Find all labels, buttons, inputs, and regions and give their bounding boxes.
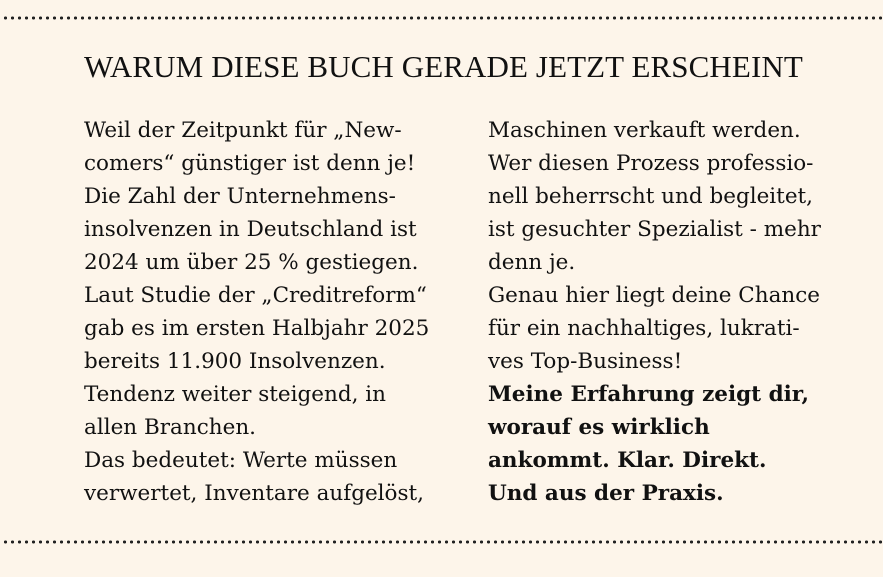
text-line: Maschinen verkauft werden. [488,118,801,143]
section-heading: WARUM DIESE BUCH GERADE JETZT ERSCHEINT [84,49,803,84]
dotted-divider-bottom [0,540,883,544]
emphasis-line: worauf es wirklich [488,415,710,440]
text-line: 2024 um über 25 % gestiegen. [84,250,419,275]
text-line: insolvenzen in Deutschland ist [84,217,417,242]
text-line: Weil der Zeitpunkt für „New- [84,118,402,143]
text-column-left [84,114,464,510]
text-line: denn je. [488,250,576,275]
text-line: für ein nachhaltiges, lukrati- [488,316,800,341]
text-line: nell beherrscht und begleitet, [488,184,814,209]
text-line: Die Zahl der Unternehmens- [84,184,396,209]
text-column-right [488,114,868,510]
text-line: gab es im ersten Halbjahr 2025 [84,316,430,341]
text-line: Wer diesen Prozess professio- [488,151,814,176]
text-line: Tendenz weiter steigend, in [84,382,386,407]
text-line: ist gesuchter Spezialist - mehr [488,217,821,242]
text-line: Genau hier liegt deine Chance [488,283,821,308]
text-line: bereits 11.900 Insolvenzen. [84,349,386,374]
emphasis-line: Meine Erfahrung zeigt dir, [488,382,810,407]
text-line: allen Branchen. [84,415,257,440]
emphasis-line: Und aus der Praxis. [488,481,724,506]
text-line: Laut Studie der „Creditreform“ [84,283,427,308]
dotted-divider-top [0,16,883,20]
text-line: Das bedeutet: Werte müssen [84,448,398,473]
text-line: verwertet, Inventare aufgelöst, [84,481,425,506]
text-line: comers“ günstiger ist denn je! [84,151,416,176]
emphasis-line: ankommt. Klar. Direkt. [488,448,767,473]
text-line: ves Top-Business! [488,349,683,374]
